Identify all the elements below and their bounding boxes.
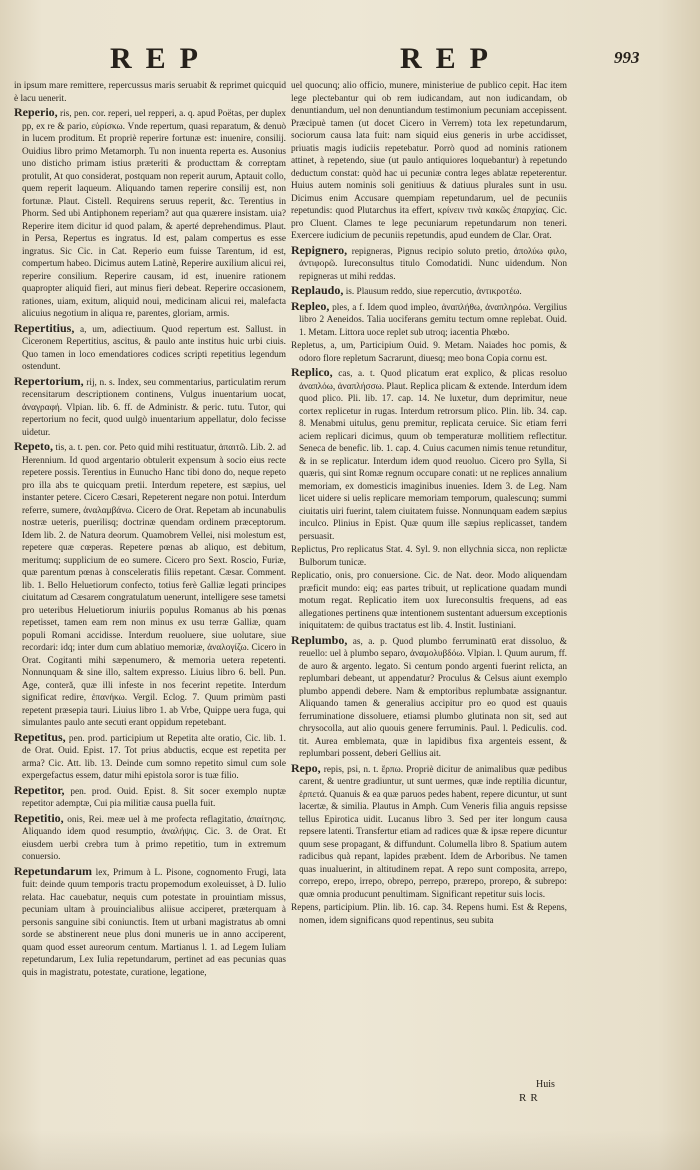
entry-lemma: Repetundarum [14,863,93,878]
dictionary-entry [291,570,567,633]
entry-text: repis, psi, n. t. ἕρπω. Propriè dicitur de animalibus quæ pedibus carent, & uentre gradiuntur, ut sunt uermes, quæ inde reptilia dicuntur, ἑρπετά. Quanuis & ea quæ paruos pedes habent, repere dicuntur, ut sunt lacertæ, & similia. Plautus in Amph. Cum Veneris filia anguis repsisse tellus Epirotica uidit. Lucanus libro 3. Sed per iter longum causa repsere latenti. Transfertur etiam ad radices quæ & ipsæ repere dicuntur quum sese propagant, & diffundunt. Columella libro 8. Spatium autem radicibus quà repant, lapides præbent. Idem de Arboribus. Ne tamen quas inualuerint, in altitudinem repat. A repo sunt composita, arrepo, correpo, erepo, irrepo, obrepo, perrepo, prærepo, prorepo, & subrepo: quæ omnia producunt penultimam. Significant repetitur suis locis. [299,764,568,900]
dictionary-entry [14,784,286,811]
entry-text: cas, a. t. Quod plicatum erat explico, & plicas resoluo ἀναπλόω, ἀναπλήσσω. Plaut. Replica plicam & extende. Interdum idem quod plico. Pli. lib. 17. cap. 14. Ne luxetur, dum deprimitur, neue cortex replicetur in rugas. Interdum retrorsum plico. Plin. lib. 34. cap. 8. Menabmi uitulus, genu premitur, replicata ceruice. Sic etiam ferri aciem replicari dicimus, quum ob temperaturæ mollitiem reflectitur. Seneca de benefic. lib. 1. cap. 4. Cuius cacumen nimis tenue retunditur, & in se replicatur. Interdum idem quod reuoluo. Cicero pro Sylla, Si quæris, qui sint Romæ regnum occupare conati: ut ne replices annalium memoriam, ex domesticis imaginibus inuenies. Idem 3. de Leg. Nam licet uidere si uelis replicare memoriam temporum, qualescunq; summi ciuitatis uiri fuerint, talem ciuitatem fuisse. Nonnunquam eadem sæpius inculco. Plinius in Epist. Quæ quum ille sæpius replicasset, tandem persuasit. [299,369,567,542]
running-head-right: REP [400,42,502,75]
entry-lemma: Replaudo, [291,283,344,297]
entry-text: ples, a f. Idem quod impleo, ἀναπλήθω, ἀναπληρόω. Vergilius libro 2 Aeneidos. Talia uociferans gemitu tectum omne replebat. Ouid. 1. Metam. Littora uoce replet sub utroq; iacentia Phœbo. [299,302,567,338]
dictionary-entry [14,322,286,374]
entry-lemma: Repeto, [14,439,53,453]
dictionary-entry [291,80,567,243]
entry-lemma: Reperio, [14,105,58,119]
dictionary-entry [291,762,567,902]
entry-text: Replicatio, onis, pro conuersione. Cic. de Nat. deor. Modo aliquendam præficit mundo: eiq; eas partes tribuit, ut replicatione quadam mundi motum regat. Replicatio item uox Iureconsultis frequens, ad eas allegationes pertinens quæ intentionem sustentant aduersum exceptionis iniquitatem: de quibus tractatus est lib. 4. Instit. Iustiniani. [291,571,567,631]
entry-text: a, um, adiectiuum. Quod repertum est. Sallust. in Ciceronem Repertitius, ascitus, & paulo ante institus huic urbi ciuis. Quo tamen in loco emendatiores codices scripti repetitius legendum ostendunt. [22,324,287,372]
entry-text: Repletus, a, um, Participium Ouid. 9. Metam. Naiades hoc pomis, & odoro flore repletum Sacrarunt, diuesq; meo bona Copia cornu est. [291,341,567,364]
entry-lemma: Repignero, [291,242,348,257]
entry-lemma: Replumbo, [291,632,348,647]
entry-lemma: Repleo, [291,298,330,313]
entry-lemma: Replico, [291,365,333,379]
entry-text: pen. prod. Ouid. Epist. 8. Sit socer exemplo nuptæ repetitor ademptæ, Cui pia militiæ causa puella fuit. [22,786,286,809]
entry-text: is. Plausum reddo, siue repercutio, ἀντικροτέω. [345,287,522,297]
page-number: 993 [614,48,640,67]
entry-lemma: Repertorium, [14,373,84,388]
entry-text: repigneras, Pignus recipio soluto pretio, ἀπολύω φιλο, ἀντιφορῶ. Iureconsultus titulo Comodatidi. Nunc uidendum. Non repigneras ut mihi reddas. [299,246,567,282]
dictionary-entry [291,902,567,927]
left-column [14,80,286,980]
dictionary-entry [14,731,286,783]
dictionary-entry [291,634,567,761]
dictionary-entry [14,80,286,105]
dictionary-entry [14,812,286,864]
right-column [291,80,567,928]
dictionary-entry [291,244,567,284]
dictionary-entry [291,300,567,340]
entry-lemma: Repetitio, [14,810,64,825]
entry-text: Repens, participium. Plin. lib. 16. cap. 34. Repens humi. Est & Repens, nomen, idem significans quod repentinus, seu subita [291,903,567,926]
entry-text: pen. prod. participium ut Repetita alte oratio, Cic. lib. 1. de Orat. Ouid. Epist. 17. Tot prius abductis, ecque est repetita per arma? Cic. Att. lib. 13. Deinde cum somno repetito simul cum sole expergefactus essem, datur mihi epistola soror is tuæ filio. [22,733,287,781]
entry-text: lex, Primum à L. Pisone, cognomento Frugi, lata fuit: deinde quum temporis tractu propemodum exoleuisset, à D. Iulio relata. Hac cauebatur, nequis cum potestate in prouintiam missus, pecuniam ultam à prouincialibus aliisue acciperet, præterquam à personis sanguine sibi coniunctis. Item ut urbani magistratus ab omni sorde se abstinerent neue plus doni muneris ue in anno acciperent, quam quod esset aureorum centum. Martianus l. 1. ad Legem Iuliam repetundarum, Lex Iulia repetundarum, pertinet ad eas pecunias quas quis in magistratu, potestate, curatione, legatione, [22,867,286,978]
dictionary-entry [291,284,567,299]
dictionary-entry [291,340,567,365]
entry-lemma: Repetitor, [14,782,65,797]
dictionary-entry [14,106,286,321]
entry-text: rij, n. s. Index, seu commentarius, particulatim rerum recensitarum descriptionem continens, Vulgus inuentarium uocat, ἀναγραφή. Vlpian. lib. 6. ff. de Administr. & peric. tutu. Tutor, qui repertorium no fecit, quod uulgò inuentarium appellatur, dolo fecisse uidetur. [22,377,286,438]
dictionary-entry [291,544,567,569]
page-shadow [0,1130,700,1170]
entry-text: in ipsum mare remittere, repercussus maris seruabit & reprimet quicquid è lacu uenerit. [14,81,286,104]
entry-text: ris, pen. cor. reperi, uel repperi, a. q. apud Poëtas, per duplex pp, ex re & pario, εὑρίσκω. Vnde repertum, quasi reparatum, & denuò in lucem proditum. Et propriè reperire fortunæ est: inuenire, consilij. Ouidius libro primo Metamorph. Tu non inuenta reperta es. Ausonius uno disticho primam istius præteriti & producttam & correptam protulit, At quo considerat, postquam non reperit aurum, Aptauit collo, quem reperit laqueum. Aliquando tamen reperire consilij est, non fortunæ. Plaut. Cistell. Requirens seruus reperit, &c. Terentius in Phorm. Sed ubi Antiphonem reperiam? aut qua quærere insistam. uia? Reperire item dicitur id quod palam, & aperté deprehendimus. Plaut. in Persa, Repertus es ingratus. Id est, palam compertus es esse ingratus. Sic Cic. in Cat. Reperio eum fuisse Tarentum, id est, compertum habeo. Dicimus autem Latinè, Reperire auxilium alicui rei, reperire consilium. Reperire causam, id est, inuenire rationem quapropter aliquid fieri, aut minus fieri debeat. Reperire occasionem, rationes, uiam, exitum, aliquid noui, medicinam alicui rei, malefacta alicuius negotium in aliqua re, parentes, gloriam, armis. [22,109,287,319]
signature-mark: Huis [536,1079,555,1090]
entry-text: as, a. p. Quod plumbo ferruminatū erat dissoluo, & reuello: uel à plumbo separo, ἀναμολυβδόω. Vlpian. l. Quum aurum, ff. de auro & argento. legato. Si centum pondo argenti fuerint relicta, an replumbari debeant, ut appendatur? Proculus & Celsus aiunt exemplo plumbo appendi debere. Nam & emptoribus replumbatæ assignantur. Aliquando tamen & generalius accipitur pro eo quod est quauis ferruminatione dissoluere, etiamsi plumbo glutinata non sit, sed aut chrysocolla, aut alio quouis genere ferruminis. Paul. l. Pediculis. cod. tit. Aurea emblemata, quæ in lapidibus fixa argenteis essent, & replumbari possent, deberi Gellius ait. [299,636,567,759]
entry-lemma: Repertitius, [14,320,75,335]
entry-lemma: Repetitus, [14,729,66,744]
dictionary-entry [14,375,286,440]
entry-text: onis, Rei. meæ uel à me profecta reflagitatio, ἀπαίτησις. Aliquando idem quod resumptio, ἀναλήψις. Cic. 3. de Orat. Et eiusdem uerbi crebra tum à primo repetitio, tum in extremum conuersio. [22,814,286,862]
entry-text: Replictus, Pro replicatus Stat. 4. Syl. 9. non ellychnia sicca, non replictæ Bulborum tunicæ. [291,545,567,568]
running-head-left: REP [110,42,212,75]
entry-text: uel quocunq; alio officio, munere, ministeriue de publico cepit. Hac item lege plectebantur qui ob rem iudicandam, aut non iudicandam, ob denuntiandum, uel non denuntiandum testimonium pecuniam accepissent. Præcipuè tamen (ut docet Cicero in Verrem) tota lex repetundarum, sociorum causa lata fuit: nam siquid eius generis in urbe accidisset, priuatis magis iudiciis repetebatur. Porrò quod ad nominis rationem attinet, à repetendo, siue (ut paulo antiquiores loquebantur) à repetundo deductum constat: quòd hac ui pecuniæ contra leges ablatæ repeterentur. Huius autem nominis soli genitiuus & datiuus plurales sunt in usu. Dicimus enim Accusare quempiam repetundarum, uel de pecuniis repetundis: quod Plutarchus ita effert, κρίνειν τινὰ κακῶς ἐπαρχίας. Cic. pro Cluent. Clames te lege pecuniarum repetundarum non teneri. Exercere iudicium de pecuniis repetundis, apud eundem de Clar. Orat. [291,81,567,241]
entry-lemma: Repo, [291,760,321,775]
dictionary-entry [14,865,286,980]
dictionary-entry [14,440,286,730]
dictionary-entry [291,366,567,543]
catchword: RR [519,1092,542,1104]
entry-text: tis, a. t. pen. cor. Peto quid mihi restituatur, ἀπαιτῶ. Lib. 2. ad Herennium. Id quod argentario obtulerit expensum à socio eius recte repetere possis. Terentius in Eunucho Hanc tibi dono do, neque repeto pro illa abs te quicquam pretii. Interdum repetere, est sæpius, uel instanter petere. Cicero Cæsari, Repeterent negare non potui. Interdum referre, sumere, ἀναλαμβάνω. Cicero de Orat. Repetam ab incunabulis nostræ ueteris, puerilisq; doctrinæ quendam ordinem præceptorum. Idem lib. 2. de Natura deorum. Quamobrem Vellei, nisi molestum est, repetere quæ cœperas. Repetere pœnas ab aliquo, est debitum, meritumq; supplicium de eo sumere. Cicero pro Sext. Roscio, Furiæ, quæ parentum pœnas à consceleratis filiis repetant. Cæsar. Comment. lib. 1. Bello Heluetiorum confecto, totius ferè Galliæ legati principes ciuitatum ad Cæsarem congratulatum uenerunt, intelligere sese tametsi pro ueteribus Heluetiorum iniuriis populus Romanus ab his pœnas repetisset, tamen eam rem non minus ex usu terræ Galliæ, quam populi Romani accidisse. Interdum reuoluere, siue uolutare, siue recordari: idq; inter dum cum ablatiuo memoriæ, ἀναλογίζω. Cicero in Orat. Cogitanti mihi sæpenumero, & memoria uetera repetenti. Nonnunquam & sine illo, saltem expresso. Liuius libro 6. bell. Pun. Age, conteră, quæ illi infeste in nos fecerint repetite. Interdum significat redire, ἐπανήκω. Vergil. Eclog. 7. Quum primùm pasti repetent præsepia tauri. Liuius libro 1. ab Vrbe, Quippe uera fuga, qui simulantes paulo ante secuti erant oppidum repetebant. [22,443,286,728]
